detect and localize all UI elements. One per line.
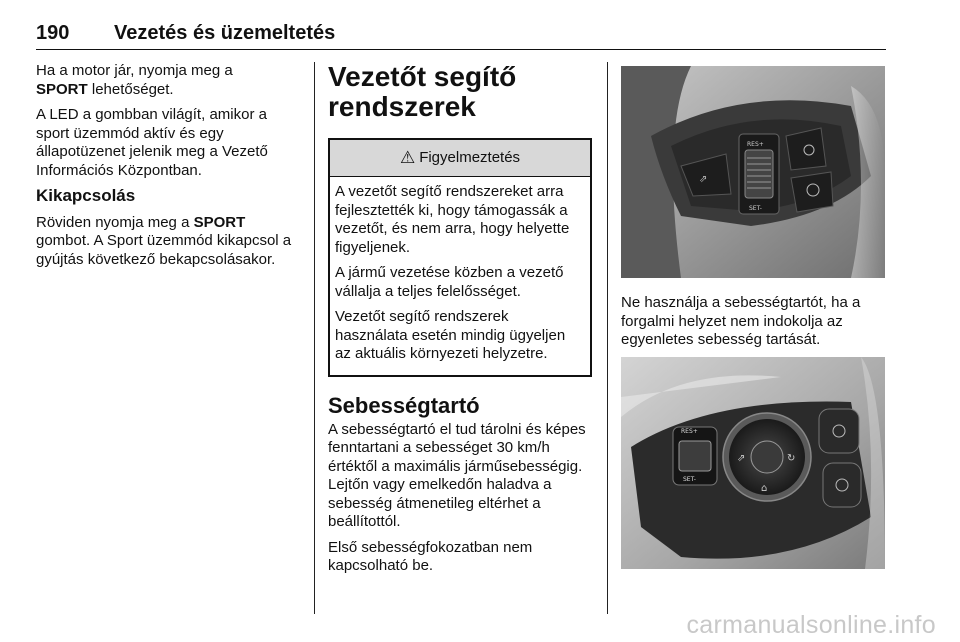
warning-title: Figyelmeztetés <box>419 148 521 166</box>
column-right <box>621 62 887 569</box>
paragraph: A jármű vezetése közben a vezető vállalja a teljes felelősséget. <box>335 264 564 300</box>
section-heading-cruise-control: Sebességtartó <box>328 392 480 418</box>
page-number: 190 <box>36 22 70 44</box>
set-label: SET- <box>749 205 762 212</box>
sport-keyword: SPORT <box>193 213 246 231</box>
steering-wheel-photo-1 <box>621 66 885 278</box>
watermark: carmanualsonline.info <box>686 611 936 639</box>
res-label: RES+ <box>681 427 698 435</box>
steering-wheel-controls-illustration <box>621 357 885 569</box>
column-divider <box>607 62 608 614</box>
res-label: RES+ <box>747 141 764 148</box>
section-heading-driver-assist: Vezetőt segítő rendszerek <box>328 61 517 122</box>
page-header <box>36 22 886 50</box>
svg-text:⇗: ⇗ <box>737 452 746 464</box>
warning-title-bar <box>330 140 590 177</box>
column-left <box>36 62 302 276</box>
svg-text:⇗: ⇗ <box>699 174 708 185</box>
page-title: Vezetés és üzemeltetés <box>114 22 336 44</box>
steering-wheel-photo-2 <box>621 357 885 569</box>
caption-paragraph: Ne használja a sebességtartót, ha a forgalmi helyzet nem indokolja az egyenletes sebesség tartását. <box>621 294 861 348</box>
paragraph: A sebességtartó el tud tárolni és képes fenntartani a sebességet 30 km/h értéktől a maximális járműsebességig. Lejtőn vagy emelkedőn haladva a sebesség átmenetileg eltérhet a beállítottól. <box>328 420 586 530</box>
paragraph: Ha a motor jár, nyomja meg a SPORT lehetőséget. <box>36 62 233 98</box>
paragraph: Vezetőt segítő rendszerek használata esetén mindig ügyeljen az aktuális környezeti helyzetre. <box>335 308 566 362</box>
paragraph: A LED a gombban világít, amikor a sport üzemmód aktív és egy állapotüzenet jelenik meg a Vezető Információs Központban. <box>36 106 268 179</box>
paragraph: Első sebességfokozatban nem kapcsolható be. <box>328 538 533 574</box>
paragraph: A vezetőt segítő rendszereket arra fejlesztették ki, hogy támogassák a vezetőt, és nem arra, hogy helyette figyeljenek. <box>335 183 570 256</box>
sport-keyword: SPORT <box>36 80 88 98</box>
section-heading-kikapcsolas: Kikapcsolás <box>36 186 136 205</box>
svg-text:⌂: ⌂ <box>761 482 768 494</box>
set-label: SET- <box>683 475 696 483</box>
warning-body <box>330 177 590 375</box>
column-middle <box>328 62 594 583</box>
svg-text:↻: ↻ <box>787 452 796 464</box>
paragraph: Röviden nyomja meg a SPORT gombot. A Sport üzemmód kikapcsol a gyújtás következő bekapcsolásakor. <box>36 213 292 268</box>
warning-triangle-icon: ⚠ <box>399 147 416 167</box>
steering-wheel-controls-illustration <box>621 66 885 278</box>
warning-box <box>328 138 592 377</box>
column-divider <box>314 62 315 614</box>
